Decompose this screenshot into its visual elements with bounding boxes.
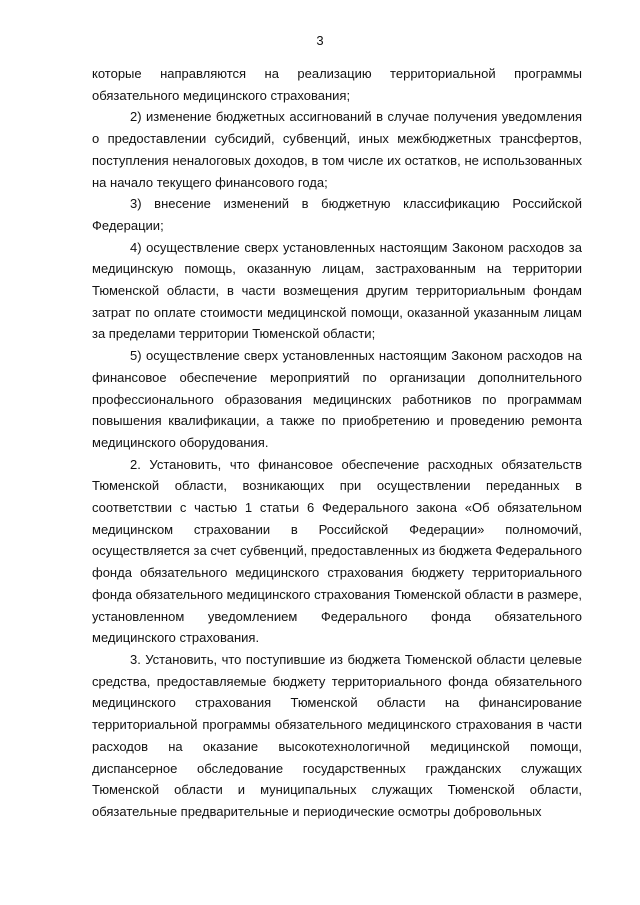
paragraph-continuation: которые направляются на реализацию территориальной программы обязательного медицинского страхования; <box>92 66 582 103</box>
paragraph-item-4: 4) осуществление сверх установленных настоящим Законом расходов за медицинскую помощь, оказанную лицам, застрахованным на территории Тюменской области, в части возмещения другим территориальным фондам затрат по оплате стоимости медицинской помощи, оказанной указанным лицам за пределами территории Тюменской области; <box>92 239 582 342</box>
paragraph-clause-2: 2. Установить, что финансовое обеспечение расходных обязательств Тюменской области, возникающих при осуществлении переданных в соответствии с частью 1 статьи 6 Федерального закона «Об обязательном медицинском страховании в Российской Федерации» полномочий, осуществляется за счет субвенций, предоставленных из бюджета Федерального фонда обязательного медицинского страхования бюджету территориального фонда обязательного медицинского страхования Тюменской области в размере, установленном уведомлением Федерального фонда обязательного медицинского страхования. <box>92 456 582 646</box>
page-number: 3 <box>316 33 324 48</box>
paragraph-item-2: 2) изменение бюджетных ассигнований в случае получения уведомления о предоставлении субсидий, субвенций, иных межбюджетных трансфертов, поступления неналоговых доходов, в том числе их остатков, не использованных на начало текущего финансового года; <box>92 109 582 190</box>
paragraph-item-3: 3) внесение изменений в бюджетную классификацию Российской Федерации; <box>92 196 582 233</box>
paragraph-item-5: 5) осуществление сверх установленных настоящим Законом расходов на финансовое обеспечение мероприятий по организации дополнительного профессионального образования медицинских работников по программам повышения квалификации, а также по приобретению и проведению ремонта медицинского оборудования. <box>92 348 582 450</box>
paragraph-clause-3: 3. Установить, что поступившие из бюджета Тюменской области целевые средства, предоставляемые бюджету территориального фонда обязательного медицинского страхования Тюменской области на финансирование территориальной программы обязательного медицинского страхования в части расходов на оказание высокотехнологичной медицинской помощи, диспансерное обследование государственных гражданских служащих Тюменской области и муниципальных служащих Тюменской области, обязательные предварительные и периодические осмотры добровольных <box>92 651 582 819</box>
document-body <box>92 63 582 823</box>
